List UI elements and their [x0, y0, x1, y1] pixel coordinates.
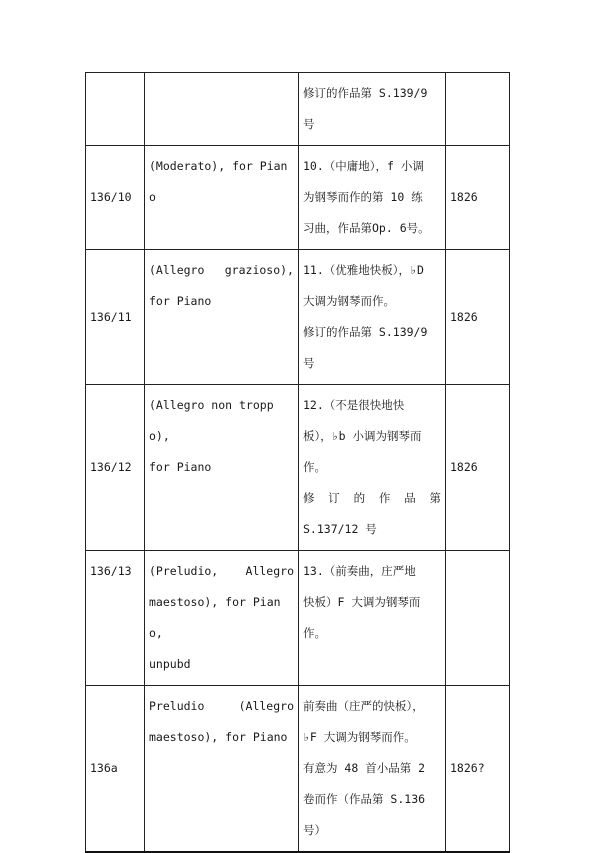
work-description-line: 修订的作品第 S.139/9	[303, 86, 428, 100]
work-number-cell: 136/10	[86, 146, 145, 250]
work-description-cell	[299, 385, 446, 551]
work-title-line: unpubd	[149, 657, 191, 671]
work-date-cell: 1826	[446, 146, 510, 250]
work-title-cell	[145, 551, 299, 686]
work-description-line: 10.（中庸地），f 小调	[303, 159, 424, 173]
work-date-cell	[446, 551, 510, 686]
work-description-line: 大调为钢琴而作。	[303, 294, 395, 308]
work-description-line: 作。	[303, 626, 326, 640]
work-description-line: 修 订 的 作 品 第	[303, 491, 441, 505]
work-description-line: 习曲，作品第Op. 6号。	[303, 221, 430, 235]
work-description-line: 板），♭b 小调为钢琴而	[303, 429, 422, 443]
work-title-line: (Moderato), for Piano	[149, 159, 288, 204]
work-description-line: 快板）F 大调为钢琴而	[303, 595, 421, 609]
work-description-cell	[299, 73, 446, 146]
work-title-line: (Preludio, Allegro	[149, 564, 294, 578]
works-table	[85, 72, 510, 853]
work-title-line: (Allegro grazioso),	[149, 263, 294, 277]
work-date-cell: 1826	[446, 385, 510, 551]
work-number-cell	[86, 73, 145, 146]
work-description-cell	[299, 146, 446, 250]
work-description-line: 修订的作品第 S.139/9	[303, 325, 428, 339]
work-date-cell: 1826?	[446, 686, 510, 853]
works-table-body	[86, 73, 510, 853]
work-description-line: 号）	[303, 823, 326, 837]
table-row	[86, 385, 510, 551]
work-description-line: 12.（不是很快地快	[303, 398, 405, 412]
work-title-cell	[145, 385, 299, 551]
work-date-cell	[446, 73, 510, 146]
work-description-line: 号	[303, 356, 315, 370]
work-description-cell	[299, 686, 446, 853]
work-title-cell	[145, 686, 299, 853]
work-description-line: 11.（优雅地快板），♭D	[303, 263, 424, 277]
work-title-line: Preludio (Allegro	[149, 699, 294, 713]
work-title-line: maestoso), for Piano	[149, 730, 288, 744]
work-number-cell: 136a	[86, 686, 145, 853]
work-description-cell	[299, 250, 446, 385]
work-title-line: for Piano	[149, 294, 212, 308]
work-description-line: 作。	[303, 460, 326, 474]
work-description-line: 为钢琴而作的第 10 练	[303, 190, 423, 204]
work-description-line: 卷而作（作品第 S.136	[303, 792, 426, 806]
table-row	[86, 250, 510, 385]
work-description-line: S.137/12 号	[303, 522, 377, 536]
work-description-line: ♭F 大调为钢琴而作。	[303, 730, 416, 744]
work-description-line: 13.（前奏曲，庄严地	[303, 564, 416, 578]
work-title-cell	[145, 250, 299, 385]
work-date-cell: 1826	[446, 250, 510, 385]
table-row	[86, 551, 510, 686]
work-title-cell	[145, 146, 299, 250]
work-description-line: 前奏曲（庄严的快板），	[303, 699, 424, 713]
table-row	[86, 146, 510, 250]
work-number-cell: 136/11	[86, 250, 145, 385]
work-title-line: for Piano	[149, 460, 212, 474]
work-number-cell: 136/13	[86, 551, 145, 686]
work-title-line: (Allegro non troppo),	[149, 398, 274, 443]
work-title-cell	[145, 73, 299, 146]
work-description-cell	[299, 551, 446, 686]
table-row	[86, 686, 510, 853]
work-title-line: maestoso), for Piano,	[149, 595, 281, 640]
table-row	[86, 73, 510, 146]
work-description-line: 号	[303, 117, 315, 131]
work-description-line: 有意为 48 首小品第 2	[303, 761, 426, 775]
work-number-cell: 136/12	[86, 385, 145, 551]
